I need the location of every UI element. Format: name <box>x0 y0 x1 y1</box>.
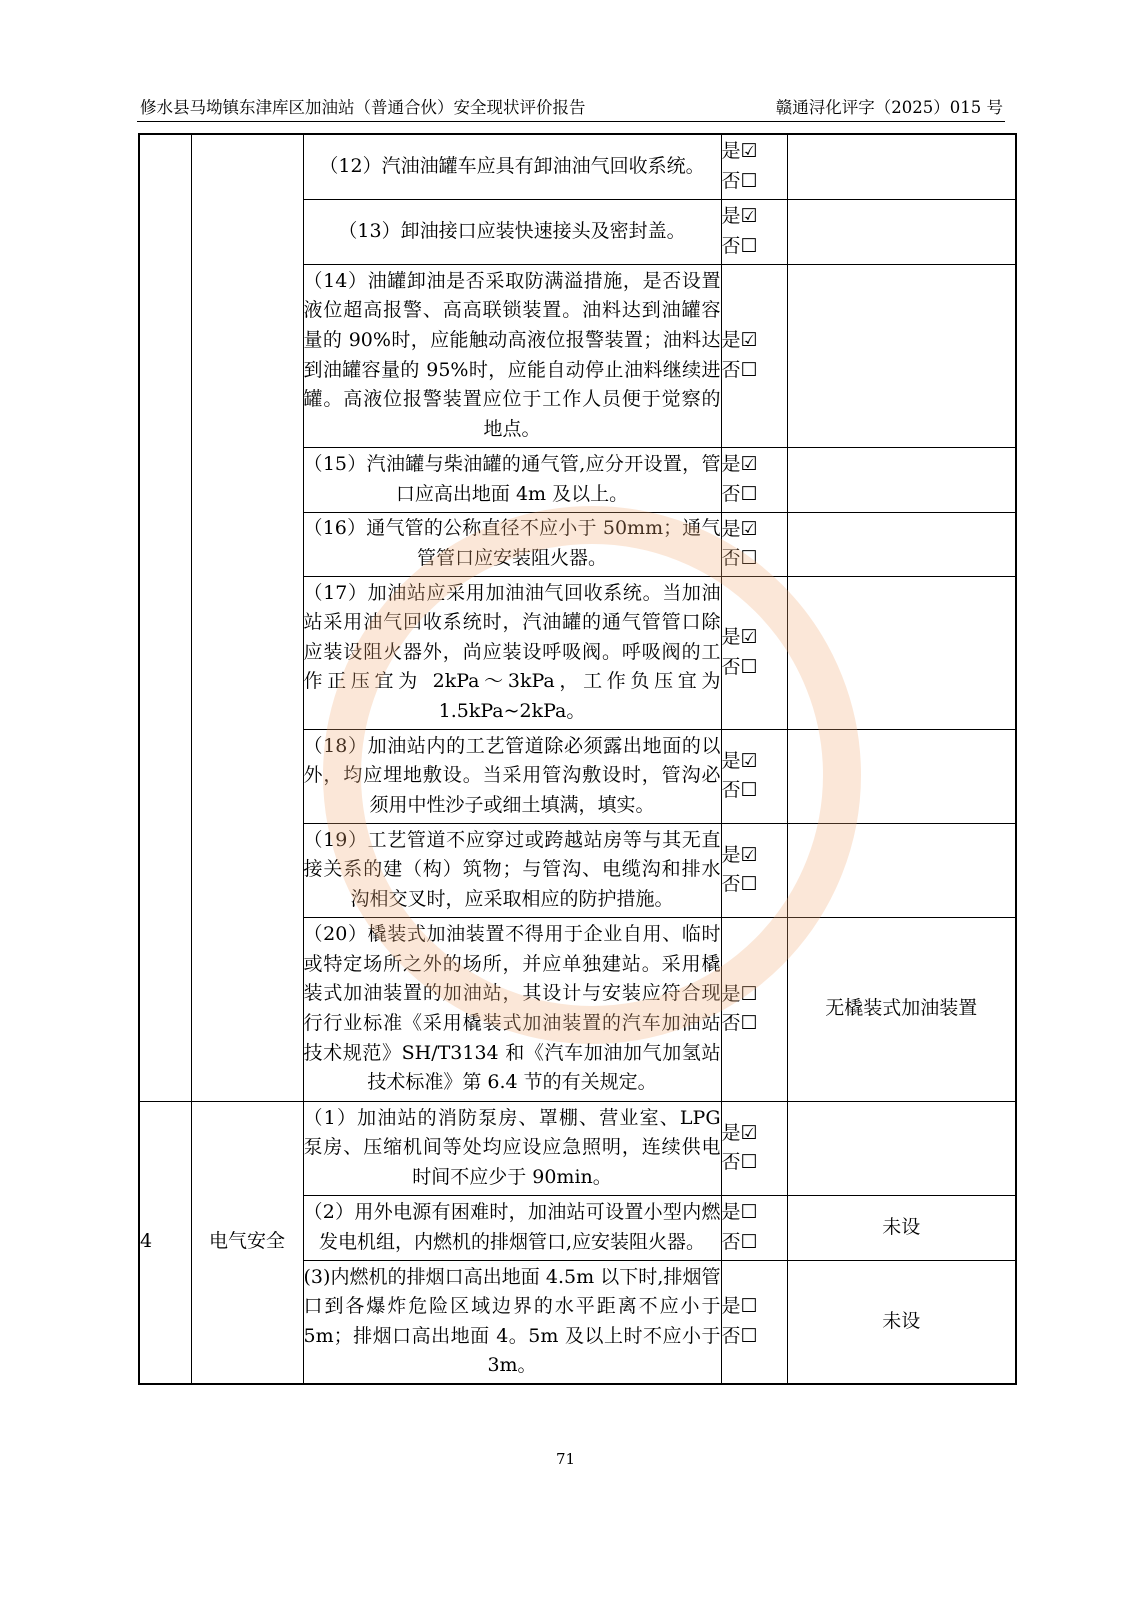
no-checkbox: 否☐ <box>721 779 758 801</box>
remark-cell <box>787 199 1016 264</box>
item-content: （2）用外电源有困难时，加油站可设置小型内燃发电机组，内燃机的排烟管口,应安装阻火器。 <box>303 1195 721 1260</box>
yes-no-cell <box>721 1260 787 1384</box>
remark-cell <box>787 576 1016 729</box>
report-number: 赣通浔化评字（2025）015 号 <box>775 98 1003 117</box>
item-content: （19）工艺管道不应穿过或跨越站房等与其无直接关系的建（构）筑物；与管沟、电缆沟和排水沟相交叉时，应采取相应的防护措施。 <box>303 823 721 917</box>
evaluation-table <box>138 133 1017 1385</box>
page-header <box>137 96 1005 122</box>
page-number: 71 <box>555 1450 576 1468</box>
item-content: （13）卸油接口应装快速接头及密封盖。 <box>303 199 721 264</box>
yes-checkbox: 是☑ <box>721 453 758 475</box>
remark-cell <box>787 447 1016 512</box>
no-checkbox: 否☐ <box>721 234 758 257</box>
yes-no-cell <box>721 917 787 1101</box>
section-number-cell <box>139 134 191 1101</box>
remark-cell: 未设 <box>787 1195 1016 1260</box>
remark-cell <box>787 1101 1016 1195</box>
table-row <box>139 134 1016 199</box>
no-checkbox: 否☐ <box>721 358 758 381</box>
remark-cell <box>787 134 1016 199</box>
remark-cell <box>787 823 1016 917</box>
yes-no-cell <box>721 729 787 823</box>
item-content: （12）汽油油罐车应具有卸油油气回收系统。 <box>303 134 721 199</box>
yes-no-cell <box>721 199 787 264</box>
no-checkbox: 否☐ <box>721 1230 758 1253</box>
no-checkbox: 否☐ <box>721 169 758 192</box>
yes-checkbox: 是☐ <box>721 982 758 1005</box>
no-checkbox: 否☐ <box>721 1151 758 1173</box>
yes-no-cell <box>721 134 787 199</box>
item-content: （14）油罐卸油是否采取防满溢措施，是否设置液位超高报警、高高联锁装置。油料达到油罐容量的 90%时，应能触动高液位报警装置；油料达到油罐容量的 95%时，应能自动停止油料继续进罐。高液位报警装置应位于工作人员便于觉察的地点。 <box>303 264 721 447</box>
yes-no-cell <box>721 512 787 576</box>
no-checkbox: 否☐ <box>721 482 758 505</box>
remark-cell <box>787 729 1016 823</box>
yes-checkbox: 是☑ <box>721 140 758 163</box>
item-content: （1）加油站的消防泵房、罩棚、营业室、LPG 泵房、压缩机间等处均应设应急照明，连续供电时间不应少于 90min。 <box>303 1101 721 1195</box>
yes-no-cell <box>721 1101 787 1195</box>
item-content: （20）橇装式加油装置不得用于企业自用、临时或特定场所之外的场所，并应单独建站。采用橇装式加油装置的加油站，其设计与安装应符合现行行业标准《采用橇装式加油装置的汽车加油站技术规范》SH/T3134 和《汽车加油加气加氢站技术标准》第 6.4 节的有关规定。 <box>303 917 721 1101</box>
yes-no-cell <box>721 823 787 917</box>
item-content: （18）加油站内的工艺管道除必须露出地面的以外，均应埋地敷设。当采用管沟敷设时，管沟必须用中性沙子或细土填满，填实。 <box>303 729 721 823</box>
yes-checkbox: 是☑ <box>721 517 758 540</box>
remark-cell: 未设 <box>787 1260 1016 1384</box>
section-category-cell <box>191 134 303 1101</box>
table-row <box>139 1101 1016 1195</box>
section-category-cell: 电气安全 <box>191 1101 303 1384</box>
no-checkbox: 否☐ <box>721 655 758 678</box>
remark-cell <box>787 264 1016 447</box>
yes-no-cell <box>721 1195 787 1260</box>
no-checkbox: 否☐ <box>721 547 758 569</box>
yes-checkbox: 是☑ <box>721 843 758 866</box>
no-checkbox: 否☐ <box>721 873 758 895</box>
yes-no-cell <box>721 576 787 729</box>
section-number-cell: 4 <box>139 1101 191 1384</box>
no-checkbox: 否☐ <box>721 1324 758 1347</box>
yes-no-cell <box>721 447 787 512</box>
item-content: （15）汽油罐与柴油罐的通气管,应分开设置，管口应高出地面 4m 及以上。 <box>303 447 721 512</box>
item-content: （17）加油站应采用加油油气回收系统。当加油站采用油气回收系统时，汽油罐的通气管管口除应装设阻火器外，尚应装设呼吸阀。呼吸阀的工作正压宜为 2kPa～3kPa，工作负压宜为 1.5kPa~2kPa。 <box>303 576 721 729</box>
item-content: (3)内燃机的排烟口高出地面 4.5m 以下时,排烟管口到各爆炸危险区域边界的水平距离不应小于 5m；排烟口高出地面 4。5m 及以上时不应小于 3m。 <box>303 1260 721 1384</box>
yes-checkbox: 是☑ <box>721 626 758 648</box>
yes-checkbox: 是☑ <box>721 205 758 227</box>
yes-checkbox: 是☐ <box>721 1295 758 1318</box>
yes-checkbox: 是☑ <box>721 749 758 772</box>
remark-cell <box>787 512 1016 576</box>
item-content: （16）通气管的公称直径不应小于 50mm；通气管管口应安装阻火器。 <box>303 512 721 576</box>
report-title: 修水县马坳镇东津库区加油站（普通合伙）安全现状评价报告 <box>140 98 586 117</box>
yes-checkbox: 是☑ <box>721 1121 758 1144</box>
yes-checkbox: 是☑ <box>721 329 758 351</box>
yes-no-cell <box>721 264 787 447</box>
remark-cell: 无橇装式加油装置 <box>787 917 1016 1101</box>
yes-checkbox: 是☐ <box>721 1201 758 1223</box>
no-checkbox: 否☐ <box>721 1012 758 1034</box>
